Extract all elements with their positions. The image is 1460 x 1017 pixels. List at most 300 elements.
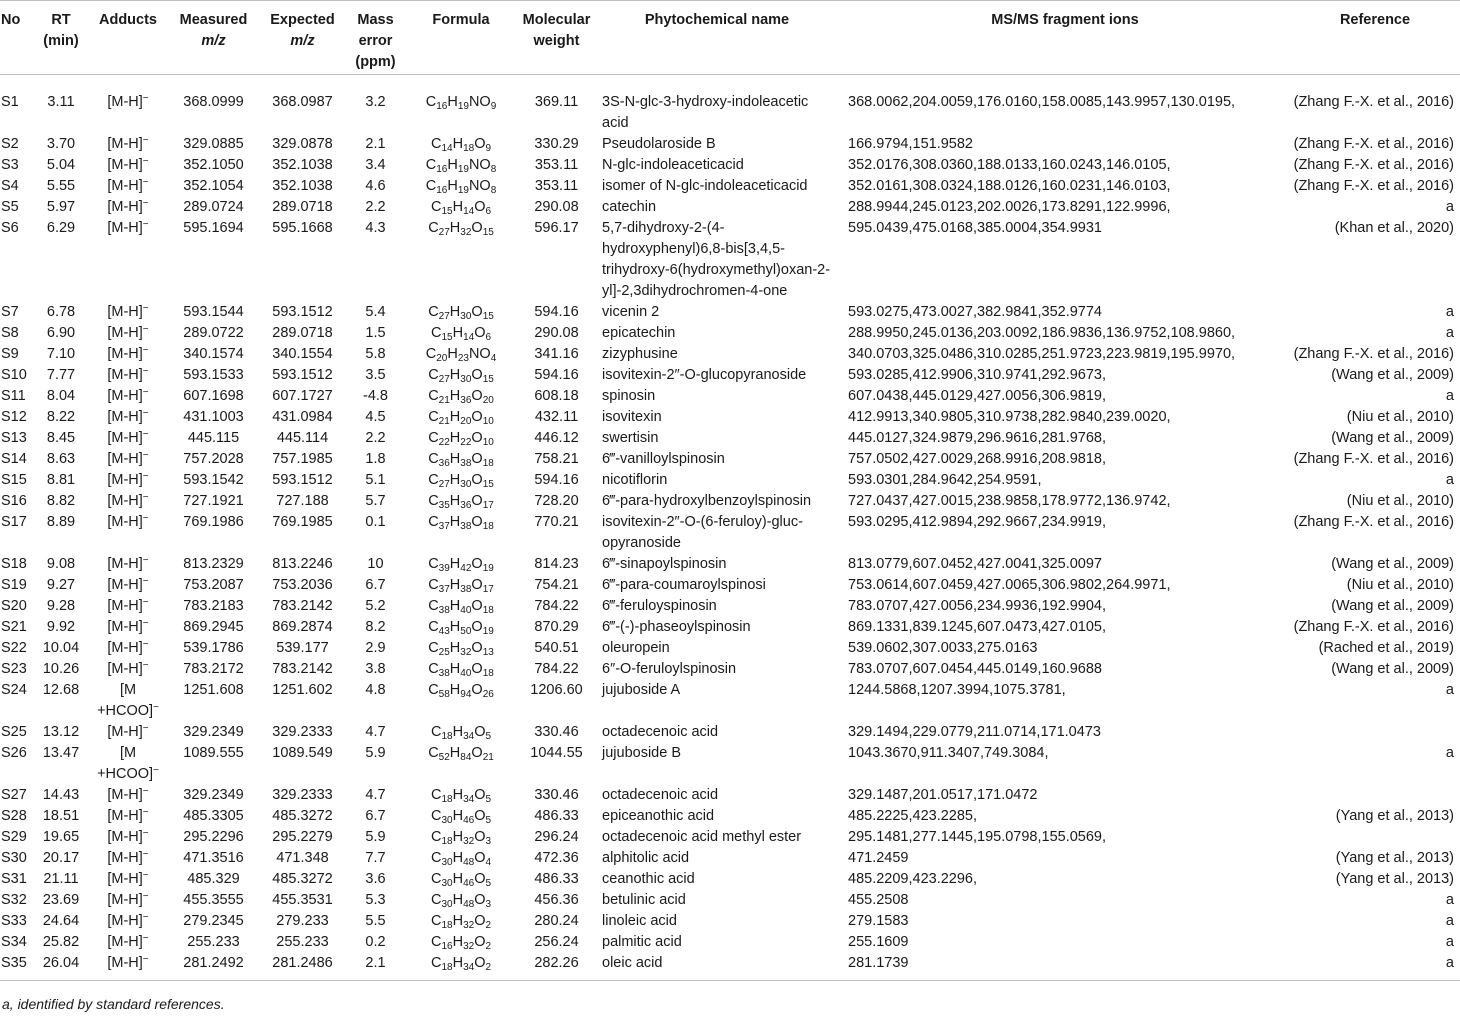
cell-adduct: [86, 155, 170, 176]
cell-rt: 13.12: [42, 724, 80, 740]
adduct-line-1: [M: [119, 745, 137, 761]
cell-reference: (Zhang F.-X. et al., 2016): [1293, 157, 1454, 173]
cell-formula: [403, 386, 519, 407]
formula-count: 27: [438, 227, 450, 238]
cell-no: S19: [1, 577, 27, 593]
cell-mass-error: 0.2: [365, 934, 386, 950]
adduct-text: [M-H]: [107, 892, 143, 908]
cell-expected-mz: 757.1985: [272, 451, 333, 467]
formula-element: H: [449, 661, 461, 677]
table-row: [0, 743, 1460, 785]
cell-formula: [403, 218, 519, 302]
cell-phytochemical-name: jujuboside A: [602, 682, 681, 698]
cell-mass-error: 5.2: [365, 598, 386, 614]
table-row: [0, 302, 1460, 323]
adduct-text: [M-H]: [107, 871, 143, 887]
cell-adduct: [86, 134, 170, 155]
adduct-charge: −: [142, 870, 149, 881]
cell-measured-mz: 368.0999: [183, 94, 244, 110]
adduct-text: [M-H]: [107, 451, 143, 467]
cell-mass-error: 3.5: [365, 367, 386, 383]
cell-reference: (Yang et al., 2013): [1335, 808, 1454, 824]
cell-molecular-weight: 784.22: [534, 598, 579, 614]
table-row: [0, 197, 1460, 218]
cell-adduct: [86, 428, 170, 449]
formula-count: 30: [441, 899, 453, 910]
cell-adduct: [86, 596, 170, 617]
cell-mass-error: 5.5: [365, 913, 386, 929]
adduct-text: [M-H]: [107, 598, 143, 614]
cell-rt: 23.69: [42, 892, 80, 908]
cell-molecular-weight: 472.36: [534, 850, 579, 866]
cell-msms-fragments: 279.1583: [848, 913, 909, 929]
cell-molecular-weight: 784.22: [534, 661, 579, 677]
formula-element: H: [449, 220, 461, 236]
formula-count: 15: [482, 374, 494, 385]
cell-formula: [403, 470, 519, 491]
cell-adduct: [86, 344, 170, 365]
cell-phytochemical-name: ceanothic acid: [602, 871, 695, 887]
table-row: [0, 806, 1460, 827]
cell-phytochemical-name: octadecenoic acid methyl ester: [602, 829, 802, 845]
adduct-charge: −: [142, 912, 149, 923]
cell-mass-error: 5.8: [365, 346, 386, 362]
cell-phytochemical-name: 5,7-dihydroxy-2-(4-hydroxyphenyl)6,8-bis[3,4,5-trihydroxy-6(hydroxymethyl)oxan-2-yl]-2,3dihydrochromen-4-one: [602, 220, 831, 299]
formula-count: 42: [460, 563, 472, 574]
cell-molecular-weight: 758.21: [534, 451, 579, 467]
cell-rt: 5.55: [46, 178, 76, 194]
cell-molecular-weight: 1206.60: [530, 682, 583, 698]
formula-element: O: [471, 661, 483, 677]
cell-expected-mz: 727.188: [276, 493, 329, 509]
formula-count: 22: [438, 437, 450, 448]
formula-element: C: [430, 787, 442, 803]
formula-element: C: [428, 577, 439, 593]
cell-expected-mz: 329.2333: [272, 787, 333, 803]
cell-msms-fragments: 166.9794,151.9582: [848, 136, 973, 152]
cell-measured-mz: 471.3516: [183, 850, 244, 866]
cell-reference: a: [1445, 745, 1454, 761]
cell-reference: (Zhang F.-X. et al., 2016): [1293, 514, 1454, 530]
formula-count: 34: [463, 794, 475, 805]
cell-formula: [403, 302, 519, 323]
adduct-charge: −: [142, 807, 149, 818]
formula-element: C: [428, 493, 439, 509]
cell-molecular-weight: 594.16: [534, 367, 579, 383]
formula-count: 15: [482, 311, 494, 322]
table-row: [0, 596, 1460, 617]
table-row: [0, 491, 1460, 512]
cell-measured-mz: 593.1542: [183, 472, 244, 488]
cell-phytochemical-name: swertisin: [602, 430, 659, 446]
cell-measured-mz: 352.1054: [183, 178, 244, 194]
adduct-text: [M-H]: [107, 157, 143, 173]
cell-formula: [403, 932, 519, 953]
formula-count: 14: [463, 206, 475, 217]
cell-mass-error: 4.6: [365, 178, 386, 194]
formula-element: H: [447, 94, 458, 110]
cell-no: S22: [1, 640, 27, 656]
formula-element: O: [471, 472, 483, 488]
cell-msms-fragments: 539.0602,307.0033,275.0163: [848, 640, 1038, 656]
adduct-text: [M-H]: [107, 409, 143, 425]
formula-element: H: [447, 346, 458, 362]
adduct-charge: −: [142, 408, 149, 419]
cell-phytochemical-name: 6‴-para-coumaroylspinosi: [602, 577, 766, 593]
cell-molecular-weight: 282.26: [519, 953, 594, 981]
cell-msms-fragments: 593.0285,412.9906,310.9741,292.9673,: [848, 367, 1107, 383]
formula-count: 17: [482, 584, 494, 595]
formula-element: C: [430, 850, 442, 866]
cell-molecular-weight: 754.21: [534, 577, 579, 593]
formula-element: H: [449, 367, 461, 383]
cell-phytochemical-name: zizyphusine: [602, 346, 678, 362]
formula-element: C: [430, 325, 442, 341]
cell-formula: [403, 890, 519, 911]
cell-measured-mz: 289.0724: [183, 199, 244, 215]
cell-molecular-weight: 353.11: [534, 178, 579, 194]
cell-adduct: [86, 638, 170, 659]
formula-element: H: [452, 724, 464, 740]
formula-count: 10: [482, 416, 494, 427]
formula-element: O: [479, 94, 491, 110]
cell-reference: (Yang et al., 2013): [1335, 850, 1454, 866]
cell-rt: 8.82: [46, 493, 76, 509]
cell-formula: [403, 365, 519, 386]
formula-element: H: [449, 472, 461, 488]
cell-adduct: [86, 323, 170, 344]
cell-msms-fragments: 485.2209,423.2296,: [848, 871, 978, 887]
cell-reference: (Khan et al., 2020): [1334, 220, 1454, 236]
cell-mass-error: 8.2: [365, 619, 386, 635]
adduct-text: [M-H]: [107, 787, 143, 803]
cell-reference: (Wang et al., 2009): [1331, 556, 1454, 572]
cell-formula: [403, 953, 519, 981]
cell-molecular-weight: 870.29: [534, 619, 579, 635]
cell-molecular-weight: 432.11: [534, 409, 579, 425]
formula-count: 94: [460, 689, 472, 700]
formula-element: C: [430, 199, 442, 215]
formula-element: C: [428, 661, 439, 677]
formula-element: N: [468, 178, 480, 194]
cell-phytochemical-name: alphitolic acid: [602, 850, 690, 866]
cell-mass-error: 2.2: [365, 430, 386, 446]
cell-rt: 26.04: [36, 953, 86, 981]
formula-element: C: [430, 934, 442, 950]
cell-mass-error: 7.7: [365, 850, 386, 866]
table-row: [0, 386, 1460, 407]
formula-element: C: [430, 955, 442, 971]
formula-count: 14: [463, 332, 475, 343]
header-formula: Formula: [403, 1, 519, 75]
cell-molecular-weight: 728.20: [534, 493, 579, 509]
formula-count: 32: [460, 227, 472, 238]
cell-reference: a: [1445, 199, 1454, 215]
cell-no: S18: [1, 556, 27, 572]
cell-adduct: [86, 743, 170, 785]
cell-formula: [403, 323, 519, 344]
cell-formula: [403, 176, 519, 197]
adduct-text: [M-H]: [107, 367, 143, 383]
cell-expected-mz: 445.114: [276, 430, 329, 446]
table-row: [0, 218, 1460, 302]
formula-count: 37: [438, 521, 450, 532]
formula-element: H: [449, 682, 461, 698]
cell-no: S9: [1, 346, 19, 362]
adduct-charge: −: [142, 303, 149, 314]
header-molecular-weight: Molecular weight: [519, 1, 594, 75]
cell-reference: (Niu et al., 2010): [1346, 493, 1454, 509]
cell-phytochemical-name: 6‴-vanilloylspinosin: [602, 451, 725, 467]
cell-no: S24: [1, 682, 27, 698]
formula-count: 84: [460, 752, 472, 763]
adduct-charge: −: [153, 765, 159, 776]
cell-msms-fragments: 288.9950,245.0136,203.0092,186.9836,136.9752,108.9860,: [848, 325, 1236, 341]
cell-msms-fragments: 352.0161,308.0324,188.0126,160.0231,146.0103,: [848, 178, 1171, 194]
cell-no: S31: [1, 871, 27, 887]
cell-msms-fragments: 607.0438,445.0129,427.0056,306.9819,: [848, 388, 1107, 404]
formula-count: 39: [438, 563, 450, 574]
cell-phytochemical-name: epiceanothic acid: [602, 808, 715, 824]
cell-mass-error: 5.1: [365, 472, 386, 488]
formula-element: H: [452, 892, 464, 908]
cell-no: S33: [1, 913, 27, 929]
formula-count: 4: [490, 353, 497, 364]
cell-no: S3: [1, 157, 19, 173]
formula-element: H: [449, 556, 461, 572]
cell-adduct: [86, 617, 170, 638]
cell-phytochemical-name: betulinic acid: [602, 892, 686, 908]
cell-msms-fragments: 595.0439,475.0168,385.0004,354.9931: [848, 220, 1102, 236]
formula-count: 30: [441, 878, 453, 889]
cell-expected-mz: 340.1554: [272, 346, 333, 362]
formula-count: 27: [438, 374, 450, 385]
cell-mass-error: 4.7: [365, 787, 386, 803]
cell-phytochemical-name: oleuropein: [602, 640, 670, 656]
cell-phytochemical-name: jujuboside B: [602, 745, 681, 761]
cell-formula: [403, 911, 519, 932]
cell-rt: 13.47: [42, 745, 80, 761]
cell-expected-mz: 295.2279: [272, 829, 333, 845]
cell-msms-fragments: 1244.5868,1207.3994,1075.3781,: [848, 682, 1066, 698]
formula-count: 50: [460, 626, 472, 637]
adduct-line-2: +HCOO]: [97, 703, 154, 719]
cell-adduct: [86, 470, 170, 491]
cell-expected-mz: 783.2142: [272, 661, 333, 677]
cell-mass-error: 4.8: [365, 682, 386, 698]
cell-adduct: [86, 575, 170, 596]
cell-rt: 24.64: [42, 913, 80, 929]
cell-mass-error: 5.4: [365, 304, 386, 320]
cell-adduct: [86, 785, 170, 806]
cell-phytochemical-name: catechin: [602, 199, 657, 215]
formula-count: 18: [441, 731, 453, 742]
cell-rt: 3.70: [46, 136, 76, 152]
cell-molecular-weight: 353.11: [534, 157, 579, 173]
cell-msms-fragments: 368.0062,204.0059,176.0160,158.0085,143.9957,130.0195,: [848, 94, 1236, 110]
cell-reference: (Zhang F.-X. et al., 2016): [1293, 178, 1454, 194]
formula-count: 16: [436, 185, 448, 196]
adduct-text: [M-H]: [107, 178, 143, 194]
cell-measured-mz: 255.233: [187, 934, 240, 950]
adduct-text: [M-H]: [107, 94, 143, 110]
adduct-text: [M-H]: [107, 430, 143, 446]
cell-phytochemical-name: nicotiflorin: [602, 472, 668, 488]
cell-rt: 21.11: [43, 871, 79, 887]
cell-mass-error: 6.7: [365, 808, 386, 824]
table-row: [0, 932, 1460, 953]
formula-count: 16: [441, 941, 453, 952]
adduct-charge: −: [142, 639, 149, 650]
header-phytochemical-name: Phytochemical name: [594, 1, 840, 75]
cell-expected-mz: 471.348: [276, 850, 329, 866]
formula-count: 38: [460, 584, 472, 595]
formula-element: C: [428, 430, 439, 446]
adduct-charge: −: [142, 954, 149, 965]
formula-element: C: [428, 640, 439, 656]
cell-measured-mz: 593.1544: [183, 304, 244, 320]
cell-msms-fragments: 757.0502,427.0029,268.9916,208.9818,: [848, 451, 1107, 467]
cell-expected-mz: 281.2486: [257, 953, 348, 981]
cell-measured-mz: 295.2296: [183, 829, 244, 845]
cell-measured-mz: 607.1698: [183, 388, 244, 404]
table-row: [0, 407, 1460, 428]
cell-rt: 18.51: [42, 808, 80, 824]
adduct-text: [M-H]: [107, 829, 143, 845]
formula-element: C: [428, 388, 439, 404]
table-row: [0, 680, 1460, 722]
cell-msms-fragments: 412.9913,340.9805,310.9738,282.9840,239.0020,: [848, 409, 1171, 425]
adduct-text: [M-H]: [107, 640, 143, 656]
table-footnote: a, identified by standard references.: [2, 996, 225, 1012]
cell-measured-mz: 329.0885: [183, 136, 244, 152]
formula-count: 2: [485, 941, 492, 952]
formula-element: N: [468, 94, 480, 110]
cell-phytochemical-name: 3S-N-glc-3-hydroxy-indoleacetic acid: [602, 94, 809, 131]
cell-formula: [403, 428, 519, 449]
formula-element: O: [474, 871, 486, 887]
adduct-text: [M-H]: [107, 556, 143, 572]
adduct-charge: −: [142, 828, 149, 839]
formula-element: C: [430, 892, 442, 908]
cell-adduct: [86, 218, 170, 302]
formula-count: 27: [438, 479, 450, 490]
cell-msms-fragments: 593.0295,412.9894,292.9667,234.9919,: [848, 514, 1107, 530]
cell-no: S26: [1, 745, 27, 761]
adduct-charge: −: [142, 156, 149, 167]
formula-element: C: [428, 451, 439, 467]
formula-count: 48: [463, 857, 475, 868]
adduct-text: [M-H]: [107, 136, 143, 152]
formula-count: 15: [441, 332, 453, 343]
formula-count: 19: [482, 626, 494, 637]
cell-rt: 8.89: [46, 514, 76, 530]
formula-count: 34: [463, 731, 475, 742]
cell-no: S21: [1, 619, 27, 635]
formula-element: C: [428, 220, 439, 236]
cell-reference: (Niu et al., 2010): [1346, 409, 1454, 425]
cell-expected-mz: 329.0878: [272, 136, 333, 152]
cell-adduct: [86, 722, 170, 743]
formula-count: 21: [482, 752, 494, 763]
adduct-charge: −: [142, 618, 149, 629]
cell-formula: [403, 638, 519, 659]
cell-no: S20: [1, 598, 27, 614]
formula-element: O: [474, 850, 486, 866]
table-row: [0, 428, 1460, 449]
cell-mass-error: 2.1: [348, 953, 403, 981]
cell-no: S11: [1, 388, 26, 404]
formula-element: O: [471, 451, 483, 467]
cell-measured-mz: 869.2945: [183, 619, 244, 635]
formula-element: C: [428, 409, 439, 425]
cell-mass-error: 3.6: [365, 871, 386, 887]
formula-element: O: [471, 598, 483, 614]
formula-element: C: [430, 136, 442, 152]
cell-formula: [403, 785, 519, 806]
formula-element: H: [452, 136, 464, 152]
cell-msms-fragments: 727.0437,427.0015,238.9858,178.9772,136.9742,: [848, 493, 1171, 509]
formula-element: H: [449, 745, 461, 761]
formula-count: 16: [436, 101, 448, 112]
cell-molecular-weight: 594.16: [534, 304, 579, 320]
cell-expected-mz: 352.1038: [272, 178, 333, 194]
cell-rt: 9.28: [46, 598, 76, 614]
cell-no: S8: [1, 325, 19, 341]
cell-adduct: [86, 911, 170, 932]
formula-count: 38: [438, 668, 450, 679]
cell-measured-mz: 753.2087: [183, 577, 244, 593]
header-msms: MS/MS fragment ions: [840, 1, 1290, 75]
cell-expected-mz: 593.1512: [272, 304, 333, 320]
cell-adduct: [86, 491, 170, 512]
adduct-charge: −: [142, 198, 149, 209]
cell-molecular-weight: 608.18: [534, 388, 579, 404]
formula-count: 18: [463, 143, 475, 154]
adduct-charge: −: [142, 429, 149, 440]
formula-count: 18: [482, 458, 494, 469]
formula-count: 36: [438, 458, 450, 469]
formula-element: C: [430, 829, 442, 845]
formula-element: C: [425, 94, 437, 110]
formula-count: 43: [438, 626, 450, 637]
cell-mass-error: 4.3: [365, 220, 386, 236]
formula-element: O: [471, 640, 483, 656]
adduct-text: [M-H]: [107, 661, 143, 677]
cell-measured-mz: 783.2183: [183, 598, 244, 614]
cell-phytochemical-name: 6‴-feruloyspinosin: [602, 598, 717, 614]
cell-mass-error: 5.3: [365, 892, 386, 908]
formula-count: 18: [441, 962, 453, 973]
formula-element: H: [452, 955, 464, 971]
cell-formula: [403, 596, 519, 617]
adduct-charge: −: [142, 723, 149, 734]
formula-count: 8: [490, 185, 497, 196]
cell-msms-fragments: 813.0779,607.0452,427.0041,325.0097: [848, 556, 1102, 572]
cell-phytochemical-name: Pseudolaroside B: [602, 136, 716, 152]
formula-count: 22: [460, 437, 472, 448]
formula-element: O: [474, 955, 486, 971]
cell-reference: a: [1445, 892, 1454, 908]
cell-molecular-weight: 770.21: [534, 514, 579, 530]
cell-phytochemical-name: isovitexin-2″-O-glucopyranoside: [602, 367, 807, 383]
formula-count: 6: [485, 206, 492, 217]
cell-rt: 5.04: [46, 157, 76, 173]
cell-no: S34: [1, 934, 27, 950]
formula-count: 38: [460, 521, 472, 532]
cell-msms-fragments: 485.2225,423.2285,: [848, 808, 978, 824]
formula-count: 23: [457, 353, 469, 364]
